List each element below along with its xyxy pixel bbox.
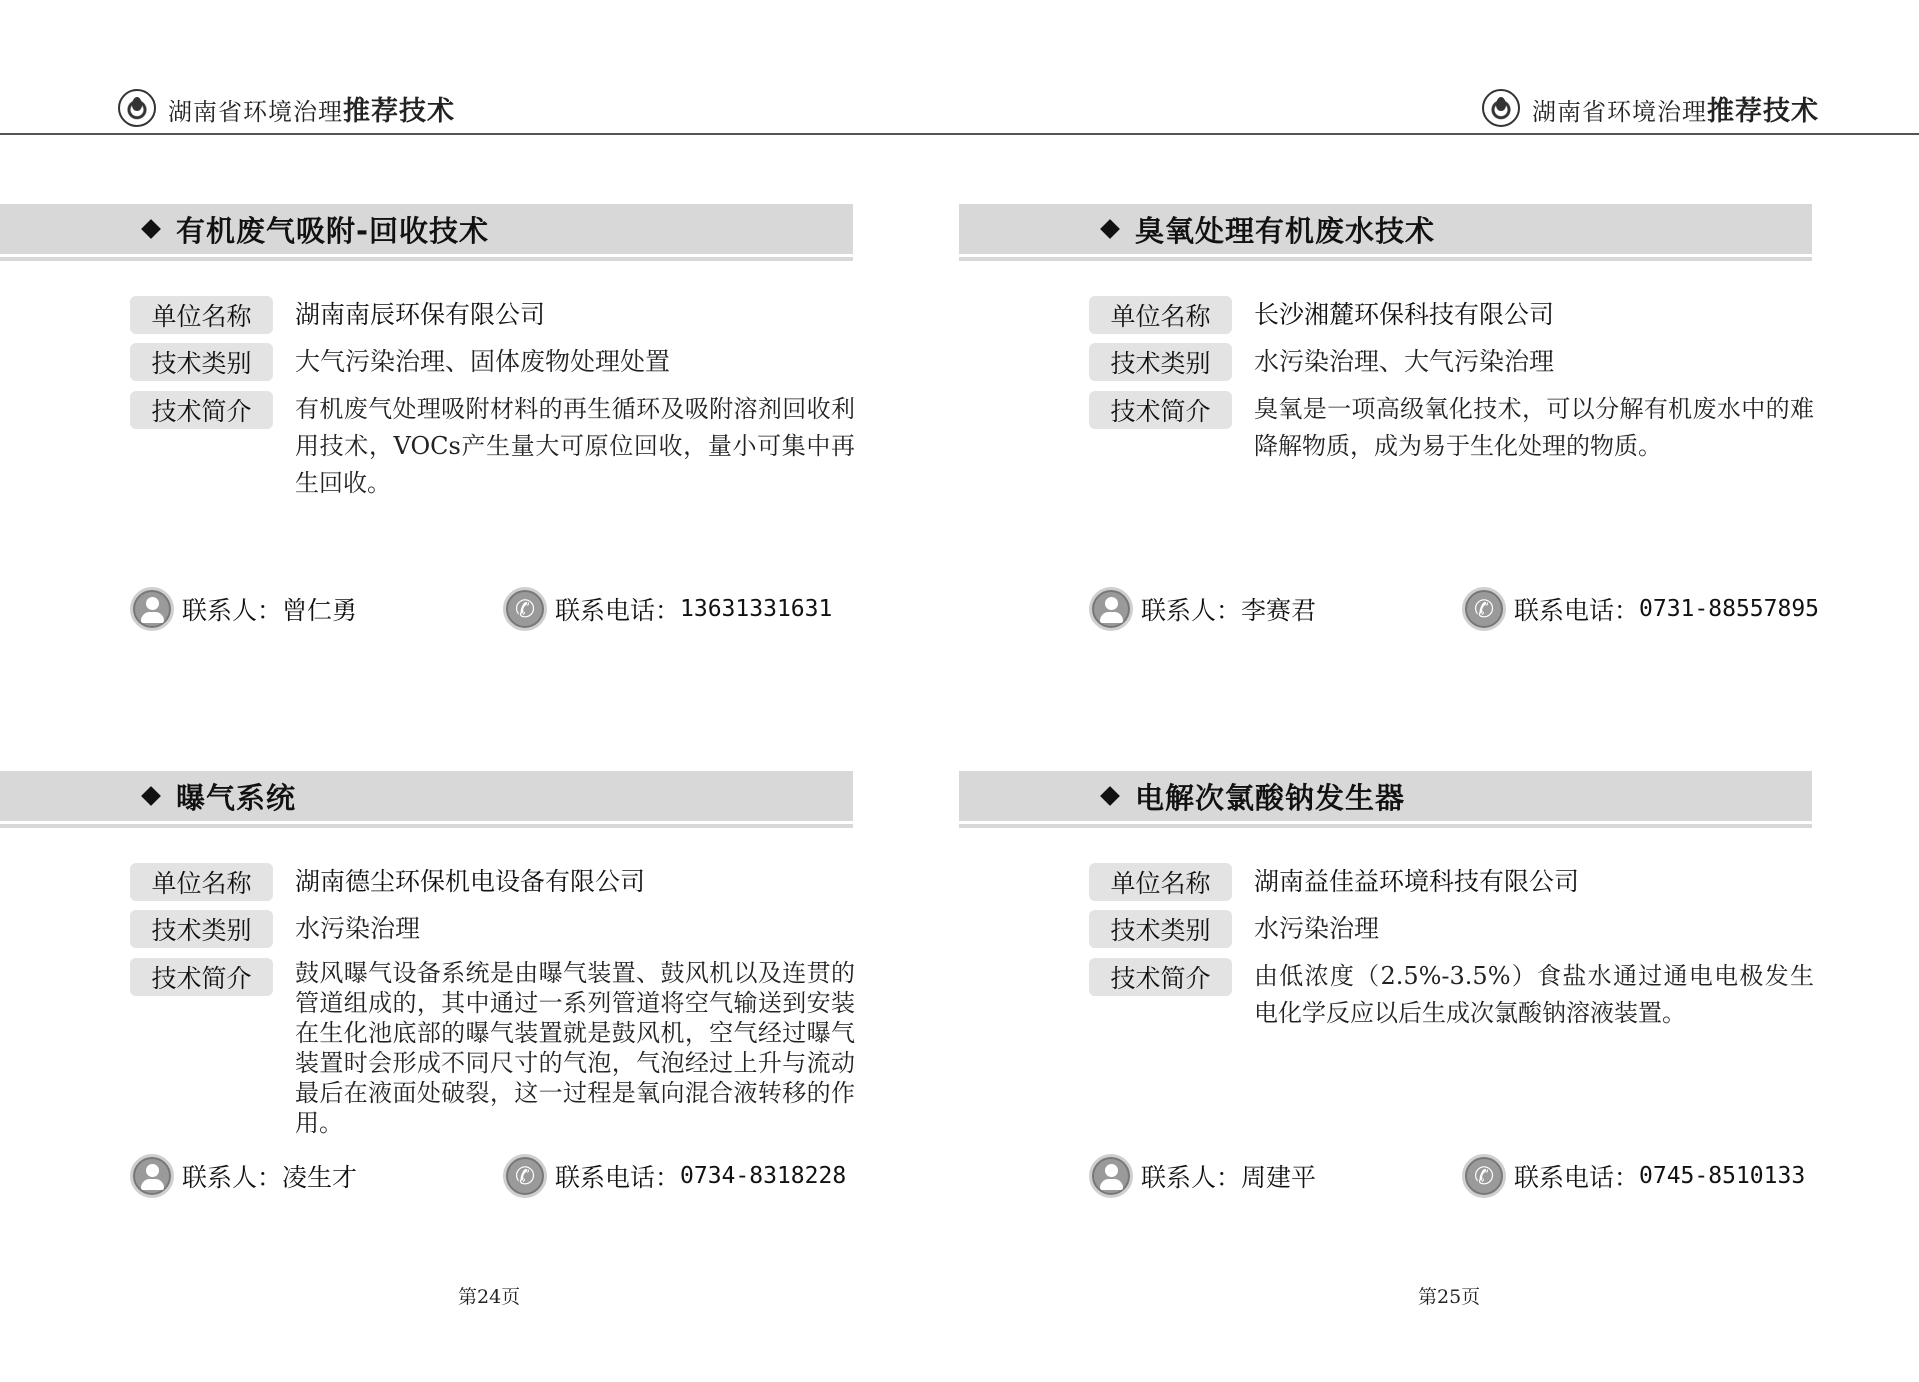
category-label: 技术类别 [130, 910, 273, 948]
section-title: 有机废气吸附-回收技术 [176, 213, 490, 248]
diamond-bullet-icon [141, 219, 161, 239]
contact-person-label: 联系人： [1141, 596, 1242, 625]
intro-label: 技术简介 [1089, 958, 1232, 996]
intro-row [1089, 958, 1814, 1032]
emblem-logo-icon [118, 89, 156, 127]
company-label: 单位名称 [130, 296, 273, 334]
contact-phone [1462, 1154, 1805, 1198]
company-row [130, 863, 645, 901]
company-value: 长沙湘麓环保科技有限公司 [1254, 300, 1555, 329]
contact-phone [1462, 587, 1819, 631]
header-title-normal: 湖南省环境治理 [168, 97, 343, 126]
category-row [1089, 343, 1554, 381]
page-header-left [118, 86, 455, 130]
header-divider [0, 133, 1919, 135]
contact-person-label: 联系人： [182, 1163, 283, 1192]
person-icon [1089, 587, 1133, 631]
phone-icon [1462, 1154, 1506, 1198]
category-row [130, 910, 420, 948]
person-icon [1089, 1154, 1133, 1198]
phone-icon [503, 587, 547, 631]
header-title [1532, 89, 1819, 128]
title-underline [0, 257, 853, 261]
category-row [130, 343, 670, 381]
intro-value: 鼓风曝气设备系统是由曝气装置、鼓风机以及连贯的管道组成的，其中通过一系列管道将空气输送到安装在生化池底部的曝气装置就是鼓风机，空气经过曝气装置时会形成不同尺寸的气泡，气泡经过上升与流动最后在液面处破裂，这一过程是氧向混合液转移的作用。 [295, 959, 855, 1137]
category-row [1089, 910, 1379, 948]
diamond-bullet-icon [1100, 786, 1120, 806]
company-row [1089, 296, 1554, 334]
page-header-right [1482, 86, 1819, 130]
header-title [168, 89, 455, 128]
contact-phone-label: 联系电话： [1514, 1163, 1640, 1192]
page-number-right: 第25页 [1418, 1286, 1481, 1308]
header-title-bold: 推荐技术 [343, 95, 455, 127]
contact-person [1089, 587, 1316, 631]
section-title-bar [0, 204, 853, 254]
header-title-bold: 推荐技术 [1707, 95, 1819, 127]
section-title: 曝气系统 [176, 780, 297, 815]
contact-phone-label: 联系电话： [1514, 596, 1640, 625]
title-underline [959, 257, 1812, 261]
company-value: 湖南南辰环保有限公司 [295, 300, 546, 329]
company-row [1089, 863, 1579, 901]
section-title: 电解次氯酸钠发生器 [1135, 780, 1406, 815]
section-title: 臭氧处理有机废水技术 [1135, 213, 1436, 248]
diamond-bullet-icon [141, 786, 161, 806]
title-underline [959, 824, 1812, 828]
intro-value: 臭氧是一项高级氧化技术，可以分解有机废水中的难降解物质，成为易于生化处理的物质。 [1254, 395, 1814, 460]
intro-value: 由低浓度（2.5%-3.5%）食盐水通过通电电极发生电化学反应以后生成次氯酸钠溶液装置。 [1254, 962, 1814, 1027]
person-icon [130, 1154, 174, 1198]
diamond-bullet-icon [1100, 219, 1120, 239]
phone-icon [503, 1154, 547, 1198]
section-title-bar [959, 204, 1812, 254]
intro-label: 技术简介 [130, 958, 273, 996]
intro-value: 有机废气处理吸附材料的再生循环及吸附溶剂回收利用技术，VOCs产生量大可原位回收，量小可集中再生回收。 [295, 395, 855, 497]
tech-section-2 [959, 204, 1919, 764]
company-value: 湖南德尘环保机电设备有限公司 [295, 867, 646, 896]
contact-phone-number: 0745-8510133 [1639, 1163, 1806, 1189]
header-title-normal: 湖南省环境治理 [1532, 97, 1707, 126]
page-number-left: 第24页 [458, 1286, 521, 1308]
tech-section-4 [959, 771, 1919, 1331]
company-label: 单位名称 [130, 863, 273, 901]
category-value: 水污染治理、大气污染治理 [1254, 347, 1555, 376]
contact-person [130, 587, 357, 631]
category-value: 水污染治理 [1254, 914, 1380, 943]
tech-section-3 [0, 771, 960, 1331]
company-row [130, 296, 545, 334]
category-value: 大气污染治理、固体废物处理处置 [295, 347, 671, 376]
company-label: 单位名称 [1089, 863, 1232, 901]
category-label: 技术类别 [1089, 910, 1232, 948]
contact-phone-number: 0731-88557895 [1639, 596, 1820, 622]
contact-person-name: 周建平 [1241, 1163, 1317, 1192]
emblem-logo-icon [1482, 89, 1520, 127]
contact-person-name: 曾仁勇 [282, 596, 358, 625]
contact-person [130, 1154, 357, 1198]
person-icon [130, 587, 174, 631]
intro-row [1089, 391, 1814, 465]
contact-phone-label: 联系电话： [555, 1163, 681, 1192]
intro-label: 技术简介 [1089, 391, 1232, 429]
section-title-bar [959, 771, 1812, 821]
tech-section-1 [0, 204, 960, 764]
contact-phone-label: 联系电话： [555, 596, 681, 625]
intro-row [130, 391, 855, 502]
category-label: 技术类别 [130, 343, 273, 381]
contact-phone [503, 1154, 846, 1198]
intro-label: 技术简介 [130, 391, 273, 429]
contact-person-name: 李赛君 [1241, 596, 1317, 625]
contact-person-label: 联系人： [182, 596, 283, 625]
contact-phone-number: 13631331631 [680, 596, 833, 622]
title-underline [0, 824, 853, 828]
contact-phone [503, 587, 832, 631]
company-label: 单位名称 [1089, 296, 1232, 334]
category-label: 技术类别 [1089, 343, 1232, 381]
intro-row [130, 958, 855, 1138]
contact-person-label: 联系人： [1141, 1163, 1242, 1192]
category-value: 水污染治理 [295, 914, 421, 943]
contact-phone-number: 0734-8318228 [680, 1163, 847, 1189]
phone-icon [1462, 587, 1506, 631]
section-title-bar [0, 771, 853, 821]
contact-person-name: 凌生才 [282, 1163, 358, 1192]
company-value: 湖南益佳益环境科技有限公司 [1254, 867, 1580, 896]
contact-person [1089, 1154, 1316, 1198]
